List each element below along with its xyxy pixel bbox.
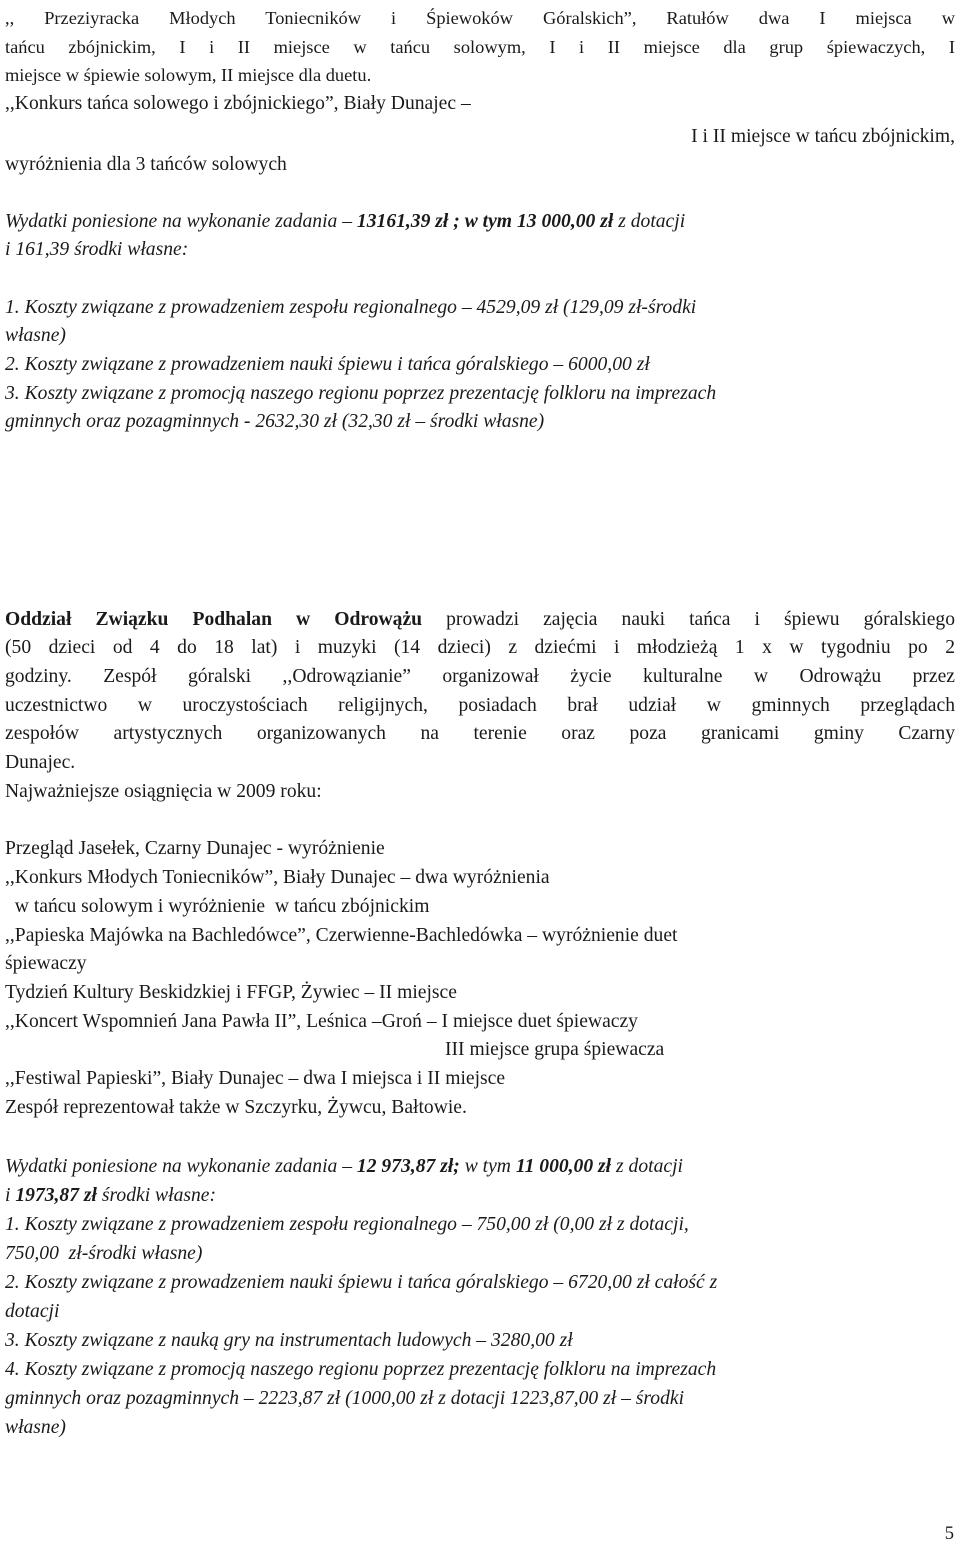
total-amount: 12 973,87 zł;	[356, 1156, 460, 1177]
expense-item: własne)	[5, 1417, 66, 1438]
text-line: (50 dzieci od 4 do 18 lat) i muzyki (14 dzieci) z dziećmi i młodzieżą 1 x w tygodniu po 2	[5, 637, 955, 658]
page-number: 5	[944, 1524, 954, 1544]
expenses-summary: Wydatki poniesione na wykonanie zadania – 13161,39 zł ; w tym 13 000,00 zł z dotacji	[5, 211, 686, 232]
achievement-item: Tydzień Kultury Beskidzkiej i FFGP, Żywiec – II miejsce	[5, 982, 457, 1003]
text-line: i 161,39 środki własne:	[5, 239, 189, 260]
own-funds-amount: 1973,87 zł	[15, 1185, 97, 1206]
expense-item: 2. Koszty związane z prowadzeniem nauki śpiewu i tańca góralskiego – 6720,00 zł całość z	[5, 1272, 718, 1293]
expense-item: 2. Koszty związane z prowadzeniem nauki śpiewu i tańca góralskiego – 6000,00 zł	[5, 354, 650, 375]
expense-item: gminnych oraz pozagminnych – 2223,87 zł (1000,00 zł z dotacji 1223,87,00 zł – środki	[5, 1388, 685, 1409]
text-line: I i II miejsce w tańcu zbójnickim,	[691, 126, 955, 147]
grant-amount: 11 000,00 zł	[515, 1156, 612, 1177]
achievement-item: ,,Konkurs Młodych Toniecników”, Biały Dunajec – dwa wyróżnienia	[5, 867, 550, 888]
expenses-summary: Wydatki poniesione na wykonanie zadania – 12 973,87 zł; w tym 11 000,00 zł z dotacji	[5, 1156, 683, 1177]
text-line: uczestnictwo w uroczystościach religijnych, posiadach brał udział w gminnych przeglądach	[5, 695, 955, 716]
text-line: tańcu zbójnickim, I i II miejsce w tańcu solowym, I i II miejsce dla grup śpiewaczych, I	[5, 37, 955, 57]
achievement-item: III miejsce grupa śpiewacza	[445, 1039, 665, 1060]
text-line: Dunajec.	[5, 752, 76, 773]
expense-item: dotacji	[5, 1301, 60, 1322]
achievements-heading: Najważniejsze osiągnięcia w 2009 roku:	[5, 781, 322, 802]
text-line: miejsce w śpiewie solowym, II miejsce dla duetu.	[5, 65, 372, 85]
expense-item: własne)	[5, 325, 66, 346]
achievement-item: ,,Festiwal Papieski”, Biały Dunajec – dwa I miejsca i II miejsce	[5, 1068, 506, 1089]
achievement-item: ,,Koncert Wspomnień Jana Pawła II”, Leśnica –Groń – I miejsce duet śpiewaczy	[5, 1011, 638, 1032]
text-line: godziny. Zespół góralski ,,Odrowązianie” organizował życie kulturalne w Odrowążu przez	[5, 666, 955, 687]
text-line: wyróżnienia dla 3 tańców solowych	[5, 154, 287, 175]
total-amount: 13161,39 zł	[356, 211, 449, 232]
achievement-item: ,,Papieska Majówka na Bachledówce”, Czerwienne-Bachledówka – wyróżnienie duet	[5, 925, 678, 946]
text-line: ,, Przeziyracka Młodych Toniecników i Śpiewoków Góralskich”, Ratułów dwa I miejsca w	[5, 8, 955, 28]
expense-item: 3. Koszty związane z promocją naszego regionu poprzez prezentację folkloru na imprezach	[5, 383, 717, 404]
expense-item: 3. Koszty związane z nauką gry na instrumentach ludowych – 3280,00 zł	[5, 1330, 573, 1351]
expense-item: gminnych oraz pozagminnych - 2632,30 zł (32,30 zł – środki własne)	[5, 411, 545, 432]
expense-item: 4. Koszty związane z promocją naszego regionu poprzez prezentację folkloru na imprezach	[5, 1359, 717, 1380]
grant-amount: 13 000,00 zł	[516, 211, 614, 232]
text-line: ,,Konkurs tańca solowego i zbójnickiego”, Biały Dunajec –	[5, 93, 471, 114]
text-line: zespołów artystycznych organizowanych na terenie oraz poza granicami gminy Czarny	[5, 723, 955, 744]
own-funds-line: i 1973,87 zł środki własne:	[5, 1185, 217, 1206]
achievement-item: w tańcu solowym i wyróżnienie w tańcu zbójnickim	[5, 896, 430, 917]
achievement-item: śpiewaczy	[5, 953, 87, 974]
expense-item: 1. Koszty związane z prowadzeniem zespołu regionalnego – 750,00 zł (0,00 zł z dotacji,	[5, 1214, 689, 1235]
expense-item: 1. Koszty związane z prowadzeniem zespołu regionalnego – 4529,09 zł (129,09 zł-środki	[5, 297, 697, 318]
achievement-item: Zespół reprezentował także w Szczyrku, Żywcu, Bałtowie.	[5, 1097, 467, 1118]
section-title: Oddział Związku Podhalan w Odrowążu	[5, 609, 423, 630]
achievement-item: Przegląd Jasełek, Czarny Dunajec - wyróżnienie	[5, 838, 385, 859]
section-heading-line: Oddział Związku Podhalan w Odrowążu prowadzi zajęcia nauki tańca i śpiewu góralskiego	[5, 609, 955, 630]
expense-item: 750,00 zł-środki własne)	[5, 1243, 203, 1264]
